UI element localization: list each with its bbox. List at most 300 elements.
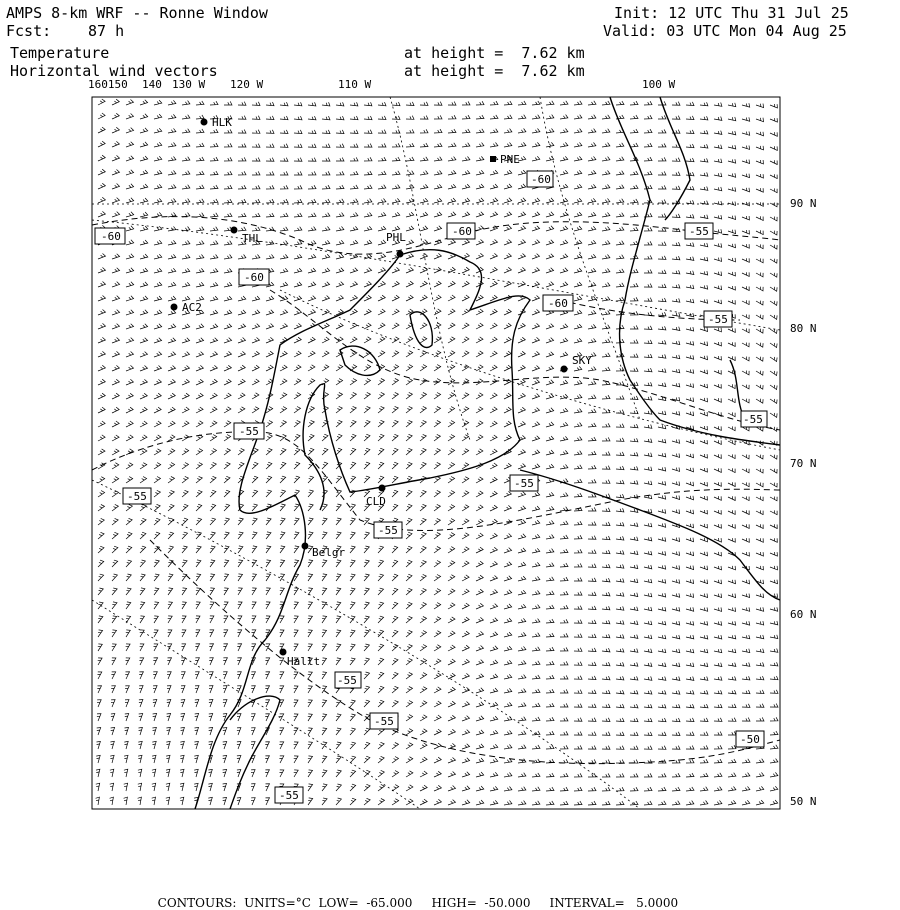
wind-barb xyxy=(630,452,638,456)
wind-barb xyxy=(168,366,176,372)
wind-barb xyxy=(98,211,105,217)
wind-barb xyxy=(126,114,134,120)
wind-barb xyxy=(560,254,568,259)
wind-barb xyxy=(420,560,426,567)
wind-barb xyxy=(140,226,148,231)
wind-barb xyxy=(252,227,260,231)
wind-barb xyxy=(560,745,568,749)
wind-barb xyxy=(630,523,638,527)
wind-barb xyxy=(728,440,735,444)
wind-barb xyxy=(126,449,133,455)
wind-barb xyxy=(322,644,327,651)
wind-barb xyxy=(154,477,161,484)
wind-barb xyxy=(322,158,330,162)
wind-barb xyxy=(97,728,101,736)
wind-barb xyxy=(770,371,777,376)
wind-barb xyxy=(742,300,749,304)
wind-barb xyxy=(560,787,568,791)
wind-barb xyxy=(392,700,398,707)
wind-barb xyxy=(490,184,498,189)
wind-barb xyxy=(602,564,610,568)
wind-barb xyxy=(322,588,327,595)
wind-barb xyxy=(728,202,736,206)
wind-barb xyxy=(728,159,736,163)
wind-barb xyxy=(686,158,694,162)
wind-barb xyxy=(182,324,190,329)
wind-barb xyxy=(154,254,162,259)
wind-barb xyxy=(658,621,666,625)
wind-barb xyxy=(756,704,764,708)
wind-barb xyxy=(700,440,707,444)
wind-barb xyxy=(490,393,497,399)
wind-barb xyxy=(196,490,202,497)
wind-barb xyxy=(392,602,398,609)
wind-barb xyxy=(238,255,246,260)
wind-barb xyxy=(770,104,777,108)
wind-barb xyxy=(518,520,526,525)
wind-barb xyxy=(294,102,302,106)
wind-barb xyxy=(728,787,736,792)
wind-barb xyxy=(392,379,399,386)
wind-barb xyxy=(210,421,217,427)
wind-barb xyxy=(616,199,624,203)
wind-barb xyxy=(378,323,385,329)
station-label: THL xyxy=(242,232,262,245)
wind-barb xyxy=(588,676,596,680)
wind-barb xyxy=(168,602,173,609)
wind-barb xyxy=(504,646,512,651)
wind-barb xyxy=(462,143,470,147)
wind-barb xyxy=(672,677,680,681)
wind-barb xyxy=(588,367,596,371)
wind-barb xyxy=(644,439,652,443)
wind-barb xyxy=(714,229,722,233)
wind-barb xyxy=(406,129,414,133)
wind-barb xyxy=(588,395,596,399)
wind-barb xyxy=(154,532,160,539)
wind-barb xyxy=(588,170,596,175)
wind-barb xyxy=(448,673,455,679)
wind-barb xyxy=(714,117,722,121)
wind-barb xyxy=(588,507,596,511)
wind-barb xyxy=(518,548,526,553)
wind-barb xyxy=(574,129,582,134)
wind-barb xyxy=(182,338,190,343)
wind-barb xyxy=(154,114,162,119)
wind-barb xyxy=(462,421,469,427)
wind-barb xyxy=(152,755,156,763)
wind-barb xyxy=(182,476,188,483)
wind-barb xyxy=(630,396,638,400)
wind-barb xyxy=(126,365,134,371)
wind-barb xyxy=(518,492,526,497)
wind-barb xyxy=(672,773,680,777)
wind-barb xyxy=(294,532,299,539)
wind-barb xyxy=(630,662,638,666)
wind-barb xyxy=(770,510,777,514)
station-label: AC2 xyxy=(182,301,202,314)
wind-barb xyxy=(238,546,243,553)
wind-barb xyxy=(588,662,596,666)
wind-barb xyxy=(742,399,749,403)
wind-barb xyxy=(210,546,215,553)
wind-barb xyxy=(574,549,582,553)
wind-barb xyxy=(154,393,161,399)
wind-barb xyxy=(364,686,370,693)
wind-barb xyxy=(140,240,148,245)
wind-barb xyxy=(588,226,596,231)
wind-barb xyxy=(210,602,215,609)
wind-barb xyxy=(252,144,260,148)
wind-barb xyxy=(308,365,315,371)
wind-barb xyxy=(602,704,610,708)
wind-barb xyxy=(210,490,216,497)
wind-barb xyxy=(167,686,171,693)
wind-barb xyxy=(98,365,105,371)
wind-barb xyxy=(112,393,119,399)
wind-barb xyxy=(378,672,384,679)
wind-barb xyxy=(462,631,469,637)
wind-barb xyxy=(140,212,148,217)
contour-label: -60 xyxy=(531,173,551,186)
wind-barb xyxy=(154,504,160,511)
wind-barb xyxy=(308,560,313,567)
wind-barb xyxy=(237,630,241,637)
wind-barb xyxy=(532,619,540,623)
wind-barb xyxy=(574,324,582,329)
wind-barb xyxy=(644,340,652,344)
wind-barb xyxy=(308,686,313,693)
wind-barb xyxy=(518,129,526,134)
wind-barb xyxy=(196,546,201,553)
wind-barb xyxy=(546,380,554,385)
wind-barb xyxy=(700,384,708,388)
wind-barb xyxy=(140,421,147,427)
wind-barb xyxy=(168,324,176,329)
wind-barb xyxy=(616,760,624,764)
wind-barb xyxy=(308,602,313,609)
wind-barb xyxy=(336,560,341,567)
wind-barb xyxy=(364,392,370,399)
wind-barb xyxy=(406,351,413,357)
wind-barb xyxy=(96,797,100,805)
wind-barb xyxy=(490,604,498,609)
wind-barb xyxy=(378,226,386,231)
wind-barb xyxy=(266,199,274,203)
wind-barb xyxy=(546,520,554,525)
wind-barb xyxy=(126,518,132,525)
wind-barb xyxy=(700,607,708,611)
wind-barb xyxy=(546,464,554,469)
wind-barb xyxy=(98,254,106,260)
wind-barb xyxy=(644,663,652,667)
wind-barb xyxy=(462,603,469,609)
wind-barb xyxy=(266,434,272,441)
wind-barb xyxy=(644,368,652,372)
wind-barb xyxy=(742,230,749,234)
wind-barb xyxy=(658,537,666,541)
wind-barb xyxy=(392,171,400,175)
wind-barb xyxy=(126,477,133,483)
wind-barb xyxy=(208,769,212,777)
wind-barb xyxy=(378,281,385,287)
wind-barb xyxy=(714,704,722,708)
wind-barb xyxy=(154,379,161,385)
wind-barb xyxy=(434,198,442,203)
wind-barb xyxy=(166,755,170,763)
wind-barb xyxy=(476,309,483,315)
wind-barb xyxy=(714,635,722,639)
wind-barb xyxy=(364,295,371,301)
wind-barb xyxy=(602,101,610,105)
wind-barb xyxy=(658,242,666,246)
wind-barb xyxy=(742,131,750,135)
wind-barb xyxy=(126,100,134,106)
wind-barb xyxy=(630,199,638,203)
wind-barb xyxy=(686,285,694,289)
wind-barb xyxy=(560,101,568,105)
wind-barb xyxy=(490,449,497,455)
wind-barb xyxy=(672,116,680,120)
wind-barb xyxy=(210,282,218,287)
wind-barb xyxy=(378,212,386,217)
wind-barb xyxy=(168,393,175,399)
wind-barb xyxy=(210,379,217,385)
wind-barb xyxy=(322,351,329,357)
wind-barb xyxy=(322,365,329,371)
wind-barb xyxy=(686,172,694,176)
wind-barb xyxy=(223,700,227,707)
wind-barb xyxy=(336,756,341,763)
wind-barb xyxy=(336,282,344,287)
wind-barb xyxy=(224,518,229,525)
wind-barb xyxy=(126,379,133,385)
wind-barb xyxy=(97,700,101,707)
wind-barb xyxy=(308,102,316,106)
wind-barb xyxy=(336,630,341,637)
wind-barb xyxy=(224,157,232,161)
wind-barb xyxy=(756,329,763,333)
wind-barb xyxy=(546,577,554,581)
wind-barb xyxy=(728,594,736,598)
wind-barb xyxy=(336,158,344,162)
wind-barb xyxy=(406,420,412,427)
wind-barb xyxy=(420,212,428,217)
wind-barb xyxy=(714,328,721,332)
wind-barb xyxy=(476,702,484,707)
wind-barb xyxy=(490,143,498,148)
wind-barb xyxy=(560,408,568,413)
wind-barb xyxy=(630,325,638,329)
wind-barb xyxy=(308,171,316,175)
wind-barb xyxy=(644,354,652,358)
wind-barb xyxy=(644,760,652,764)
wind-barb xyxy=(644,537,652,541)
wind-barb xyxy=(770,483,777,487)
wind-barb xyxy=(98,99,105,105)
wind-barb xyxy=(140,254,148,259)
wind-barb xyxy=(532,268,540,274)
wind-barb xyxy=(154,310,162,315)
wind-barb xyxy=(728,510,735,514)
wind-barb xyxy=(756,607,764,611)
wind-barb xyxy=(196,352,204,357)
wind-barb xyxy=(504,800,512,805)
wind-barb xyxy=(770,800,778,805)
wind-barb xyxy=(238,116,246,120)
wind-barb xyxy=(252,213,260,217)
wind-barb xyxy=(686,732,694,736)
wind-barb xyxy=(532,422,540,427)
wind-barb xyxy=(224,490,230,497)
wind-barb xyxy=(336,714,341,721)
wind-barb xyxy=(182,490,188,497)
wind-barb xyxy=(112,127,119,133)
wind-barb xyxy=(756,690,764,694)
wind-barb xyxy=(714,718,722,722)
wind-barb xyxy=(434,143,442,147)
wind-barb xyxy=(196,602,200,609)
wind-barb xyxy=(714,398,721,402)
wind-barb xyxy=(532,506,540,511)
lat-label: 80 N xyxy=(790,322,817,335)
wind-barb xyxy=(588,156,596,161)
wind-barb xyxy=(196,255,204,260)
wind-barb xyxy=(532,675,540,679)
wind-barb xyxy=(658,284,666,288)
wind-barb xyxy=(167,700,171,708)
wind-barb xyxy=(392,267,399,273)
wind-barb xyxy=(392,672,398,679)
wind-barb xyxy=(518,365,525,371)
wind-barb xyxy=(756,132,764,136)
wind-barb xyxy=(98,169,105,175)
wind-barb xyxy=(686,718,694,722)
wind-barb xyxy=(644,649,652,653)
wind-barb xyxy=(602,437,610,441)
wind-barb xyxy=(602,452,610,456)
wind-barb xyxy=(154,546,160,553)
wind-barb xyxy=(714,745,722,749)
wind-barb xyxy=(209,686,213,693)
wind-barb xyxy=(322,337,329,343)
wind-barb xyxy=(714,496,721,500)
wind-barb xyxy=(504,548,512,553)
wind-barb xyxy=(378,337,385,343)
wind-barb xyxy=(630,340,638,344)
wind-barb xyxy=(728,117,736,121)
wind-barb xyxy=(252,310,260,315)
forecast-label: Fcst: xyxy=(6,22,52,40)
wind-barb xyxy=(630,676,638,680)
wind-barb xyxy=(742,174,750,178)
wind-barb xyxy=(350,171,358,175)
wind-barb xyxy=(686,510,694,514)
wind-barb xyxy=(742,328,749,332)
wind-barb xyxy=(336,102,344,106)
wind-barb xyxy=(588,522,596,526)
wind-barb xyxy=(112,99,119,105)
wind-barb xyxy=(518,323,525,329)
wind-barb xyxy=(532,787,540,791)
wind-barb xyxy=(406,672,412,679)
wind-barb xyxy=(420,198,428,203)
wind-barb xyxy=(364,323,371,329)
wind-barb xyxy=(308,532,313,539)
wind-barb xyxy=(518,731,526,735)
wind-barb xyxy=(196,143,204,147)
wind-barb xyxy=(602,662,610,666)
wind-barb xyxy=(560,731,568,735)
wind-barb xyxy=(504,590,512,595)
wind-barb xyxy=(140,477,147,483)
wind-barb xyxy=(714,663,722,667)
wind-barb xyxy=(322,532,327,539)
wind-barb xyxy=(644,481,652,485)
wind-barb xyxy=(112,254,120,259)
wind-barb xyxy=(238,518,243,525)
wind-barb xyxy=(420,365,427,371)
wind-barb xyxy=(126,504,132,511)
wind-barb xyxy=(602,367,610,371)
wind-barb xyxy=(364,379,371,386)
wind-barb xyxy=(322,798,327,805)
wind-barb xyxy=(322,672,327,679)
wind-barb xyxy=(504,323,511,329)
wind-barb xyxy=(602,620,610,624)
wind-barb xyxy=(154,212,162,217)
wind-barb xyxy=(112,518,118,525)
wind-barb xyxy=(336,588,341,595)
wind-barb xyxy=(532,351,540,357)
wind-barb xyxy=(616,452,624,456)
wind-barb xyxy=(406,337,413,343)
wind-barb xyxy=(644,382,652,386)
wind-barb xyxy=(630,368,638,372)
wind-barb xyxy=(265,644,269,651)
wind-barb xyxy=(448,463,455,470)
wind-barb xyxy=(644,467,652,471)
wind-barb xyxy=(714,580,722,584)
wind-barb xyxy=(182,449,189,455)
wind-barb xyxy=(518,661,526,666)
wind-barb xyxy=(448,379,455,385)
wind-barb xyxy=(770,786,778,791)
wind-barb xyxy=(574,493,582,497)
wind-barb xyxy=(714,607,722,611)
wind-barb xyxy=(196,616,200,623)
contour-label: -50 xyxy=(740,733,760,746)
wind-barb xyxy=(140,352,148,357)
wind-barb xyxy=(280,365,287,371)
wind-barb xyxy=(112,560,118,567)
wind-barb xyxy=(112,296,120,301)
wind-barb xyxy=(196,101,204,105)
wind-barb xyxy=(420,462,426,469)
wind-barb xyxy=(616,508,624,512)
wind-barb xyxy=(546,605,554,609)
wind-barb xyxy=(672,256,680,260)
wind-barb xyxy=(322,130,330,134)
wind-barb xyxy=(350,574,355,581)
wind-barb xyxy=(728,538,735,542)
wind-barb xyxy=(574,380,582,385)
wind-barb xyxy=(574,732,582,736)
wind-barb xyxy=(280,102,288,106)
wind-barb xyxy=(167,644,171,651)
wind-barb xyxy=(700,787,708,791)
wind-barb xyxy=(392,198,400,203)
